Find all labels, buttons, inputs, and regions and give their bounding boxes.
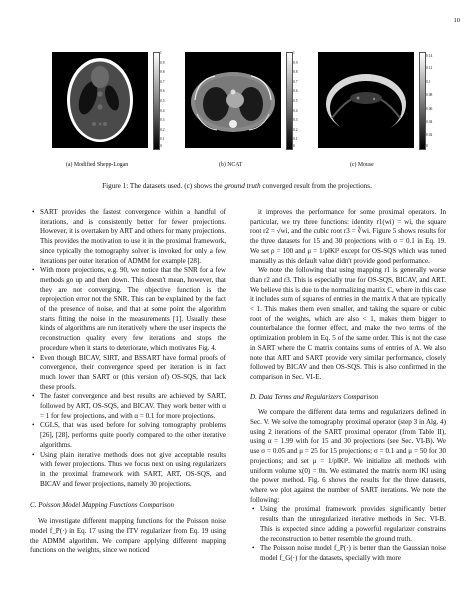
- panel-mouse: [318, 48, 442, 170]
- colorbar-tick: 0.06: [426, 106, 433, 111]
- list-item: • Using the proximal framework provides significantly better results than the unregularized iterative methods in Sec. VI-B. This is expected since adding a powerful regularizer constrains the reconstruction to better resemble the ground truth.: [260, 505, 446, 544]
- colorbar-tick: 0.9: [160, 60, 165, 65]
- colorbar-tick: 1: [293, 51, 295, 55]
- colorbar-tick: 0.8: [293, 70, 298, 75]
- caption-suffix: converged result from the projections.: [260, 182, 372, 190]
- colorbar-tick: 0.02: [426, 132, 433, 137]
- colorbar-tick: 0.3: [293, 118, 298, 123]
- mouse-image: [318, 52, 414, 148]
- paragraph: We investigate different mapping functions for the Poisson noise model f_P(·) in Eq. 17 using the ITV regularizer from Eq. 19 using the ADMM algorithm. We compare applying different mapping functions on the weights, since we noticed: [30, 517, 226, 555]
- colorbar: [419, 52, 426, 150]
- panel-shepp-logan: [52, 48, 182, 170]
- colorbar-tick: 0.1: [293, 137, 298, 142]
- ncat-image: [185, 52, 281, 148]
- colorbar-ticks: [426, 52, 440, 148]
- colorbar-tick: 0.04: [426, 120, 433, 125]
- colorbar-tick: 0.4: [293, 108, 298, 113]
- colorbar: [153, 52, 160, 150]
- colorbar-tick: 0.6: [160, 89, 165, 94]
- figure-1: [52, 48, 442, 170]
- page-number: 10: [453, 17, 460, 24]
- observations-list: [250, 505, 446, 563]
- colorbar-tick: 0.5: [293, 99, 298, 103]
- colorbar-tick: 0.8: [160, 70, 165, 75]
- list-item: • The Poisson noise model f_P(·) is better than the Gaussian noise model f_G(·) for the datasets, specially with more: [260, 544, 446, 563]
- colorbar-tick: 0.6: [293, 89, 298, 94]
- figure-caption: [30, 182, 444, 190]
- list-item: • The faster convergence and best results are achieved by SART, followed by ART, OS-SQS, and BICAV. They work better with α = 1 for few projections, and with α = 0.1 for more projections.: [40, 392, 226, 421]
- section-heading: D. Data Terms and Regularizers Comparison: [250, 392, 379, 401]
- colorbar-tick: 1: [160, 51, 162, 55]
- list-item: • Using plain iterative methods does not give acceptable results with fewer projections. Thus we focus next on using regularizers in the proximal framework with SART, ART, OS-SQS, and BICAV and fewer projections, namely 30 projections.: [40, 451, 226, 490]
- colorbar-tick: 0.9: [293, 60, 298, 65]
- paragraph: it improves the performance for some proximal operators. In particular, we try three functions: identity r1(wi) = wi, the square root r2 = √wi, and the cubic root r3 = ∛wi. Figure 5 shows results for the three datasets for 15 and 30 projections with σ = 0.1 in Eq. 19. We set ρ = 100 and μ = 1/ρ‖K‖² except for OS-SQS which was tuned manually as this default value didn't provide good performance.: [250, 208, 446, 265]
- colorbar: [286, 52, 293, 150]
- list-item: • SART provides the fastest convergence within a handful of iterations, and is consistently better for fewer projections. However, it is overtaken by ART and others for many projections. This provides the motivation to use it in the proximal framework, since typically the tomography solver is invoked for only a few iterations per outer iteration of ADMM for example [28].: [40, 208, 226, 266]
- colorbar-tick: 0.7: [293, 79, 298, 84]
- paragraph: We note the following that using mapping r1 is generally worse than r2 and r3. This is especially true for OS-SQS, BICAV, and ART. We believe this is due to the normalizing matrix C, where in this case it includes sum of squares of entries in the matrix A that are typically < 1. This makes them even smaller, and taking the square or cubic root of the weights, which are also < 1, makes them bigger to counterbalance the former effect, and make the two terms of the optimization problem in Eq. 5 of the same order. This is not the case in SART where the C matrix contains sums of entries of A. We also note that ART and SART provide very similar performance, closely followed by BICAV and then OS-SQS. This is also confirmed in the comparison in Sec. VI-E.: [250, 266, 446, 381]
- list-item: • CGLS, that was used before for solving tomography problems [26], [28], performs quite poorly compared to the other iterative algorithms.: [40, 421, 226, 450]
- colorbar-tick: 0: [426, 144, 428, 149]
- caption-prefix: Figure 1: The datasets used. (c) shows the: [102, 182, 225, 190]
- subcaption-c: (c) Mouse: [350, 162, 374, 168]
- colorbar-tick: 0.12: [426, 66, 433, 71]
- colorbar-ticks: [293, 52, 307, 148]
- colorbar-tick: 0.2: [293, 127, 298, 132]
- subcaption-a: (a) Modified Shepp-Logan: [66, 162, 129, 168]
- section-heading: C. Poisson Model Mapping Functions Comparison: [30, 501, 175, 510]
- colorbar-tick: 0.3: [160, 118, 165, 123]
- colorbar-tick: 0: [293, 144, 295, 149]
- caption-italic: ground truth: [224, 182, 261, 190]
- colorbar-tick: 0.1: [426, 79, 431, 84]
- colorbar-tick: 0.4: [160, 108, 165, 113]
- colorbar-tick: 0.08: [426, 93, 433, 98]
- observations-list: [30, 208, 226, 489]
- colorbar-tick: 0.14: [426, 53, 433, 58]
- colorbar-tick: 0.2: [160, 127, 165, 132]
- left-column: [30, 208, 226, 556]
- colorbar-tick: 0.5: [160, 99, 165, 103]
- paragraph: We compare the different data terms and regularizers defined in Sec. V. We solve the tomography proximal operator (step 3 in Alg. 4) using 2 iterations of the SART proximal operator (from Table II), using α = 1.99 with for 15 and 30 projections (see Sec. VI-B). We use σ = 0.05 and μ = 25 for 15 projections; σ = 0.1 and μ = 50 for 30 projections; and set μ = 1/ρ‖K‖². We initialize all methods with uniform volume x(0) = 0n. We estimated the matrix norm ‖K‖ using the power method. Fig. 6 shows the results for the three datasets, where we plot against the number of SART iterations. We note the following:: [250, 408, 446, 504]
- shepp-logan-image: [52, 52, 148, 148]
- right-column: [250, 208, 446, 564]
- colorbar-tick: 0.7: [160, 79, 165, 84]
- colorbar-tick: 0.1: [160, 137, 165, 142]
- panel-ncat: [185, 48, 315, 170]
- list-item: • With more projections, e.g. 90, we notice that the SNR for a few methods go up and then down. This doesn't mean, however, that they are not converging. The objective function is the reprojection error not the SNR. This can be explained by the fact of the presence of noise, and that at some point the algorithm starts fitting the noise in the measurements [1]. Usually these kinds of algorithms are run iteratively where the user inspects the reconstruction quality every few iterations and stops the procedure when it starts to deteriorate, which motivates Fig. 4.: [40, 266, 226, 353]
- subcaption-b: (b) NCAT: [219, 162, 243, 168]
- list-item: • Even though BICAV, SIRT, and BSSART have formal proofs of convergence, their convergence speed per iteration is in fact much lower than SART or (this version of) OS-SQS, that lack these proofs.: [40, 354, 226, 393]
- colorbar-tick: 0: [160, 144, 162, 149]
- colorbar-ticks: [160, 52, 174, 148]
